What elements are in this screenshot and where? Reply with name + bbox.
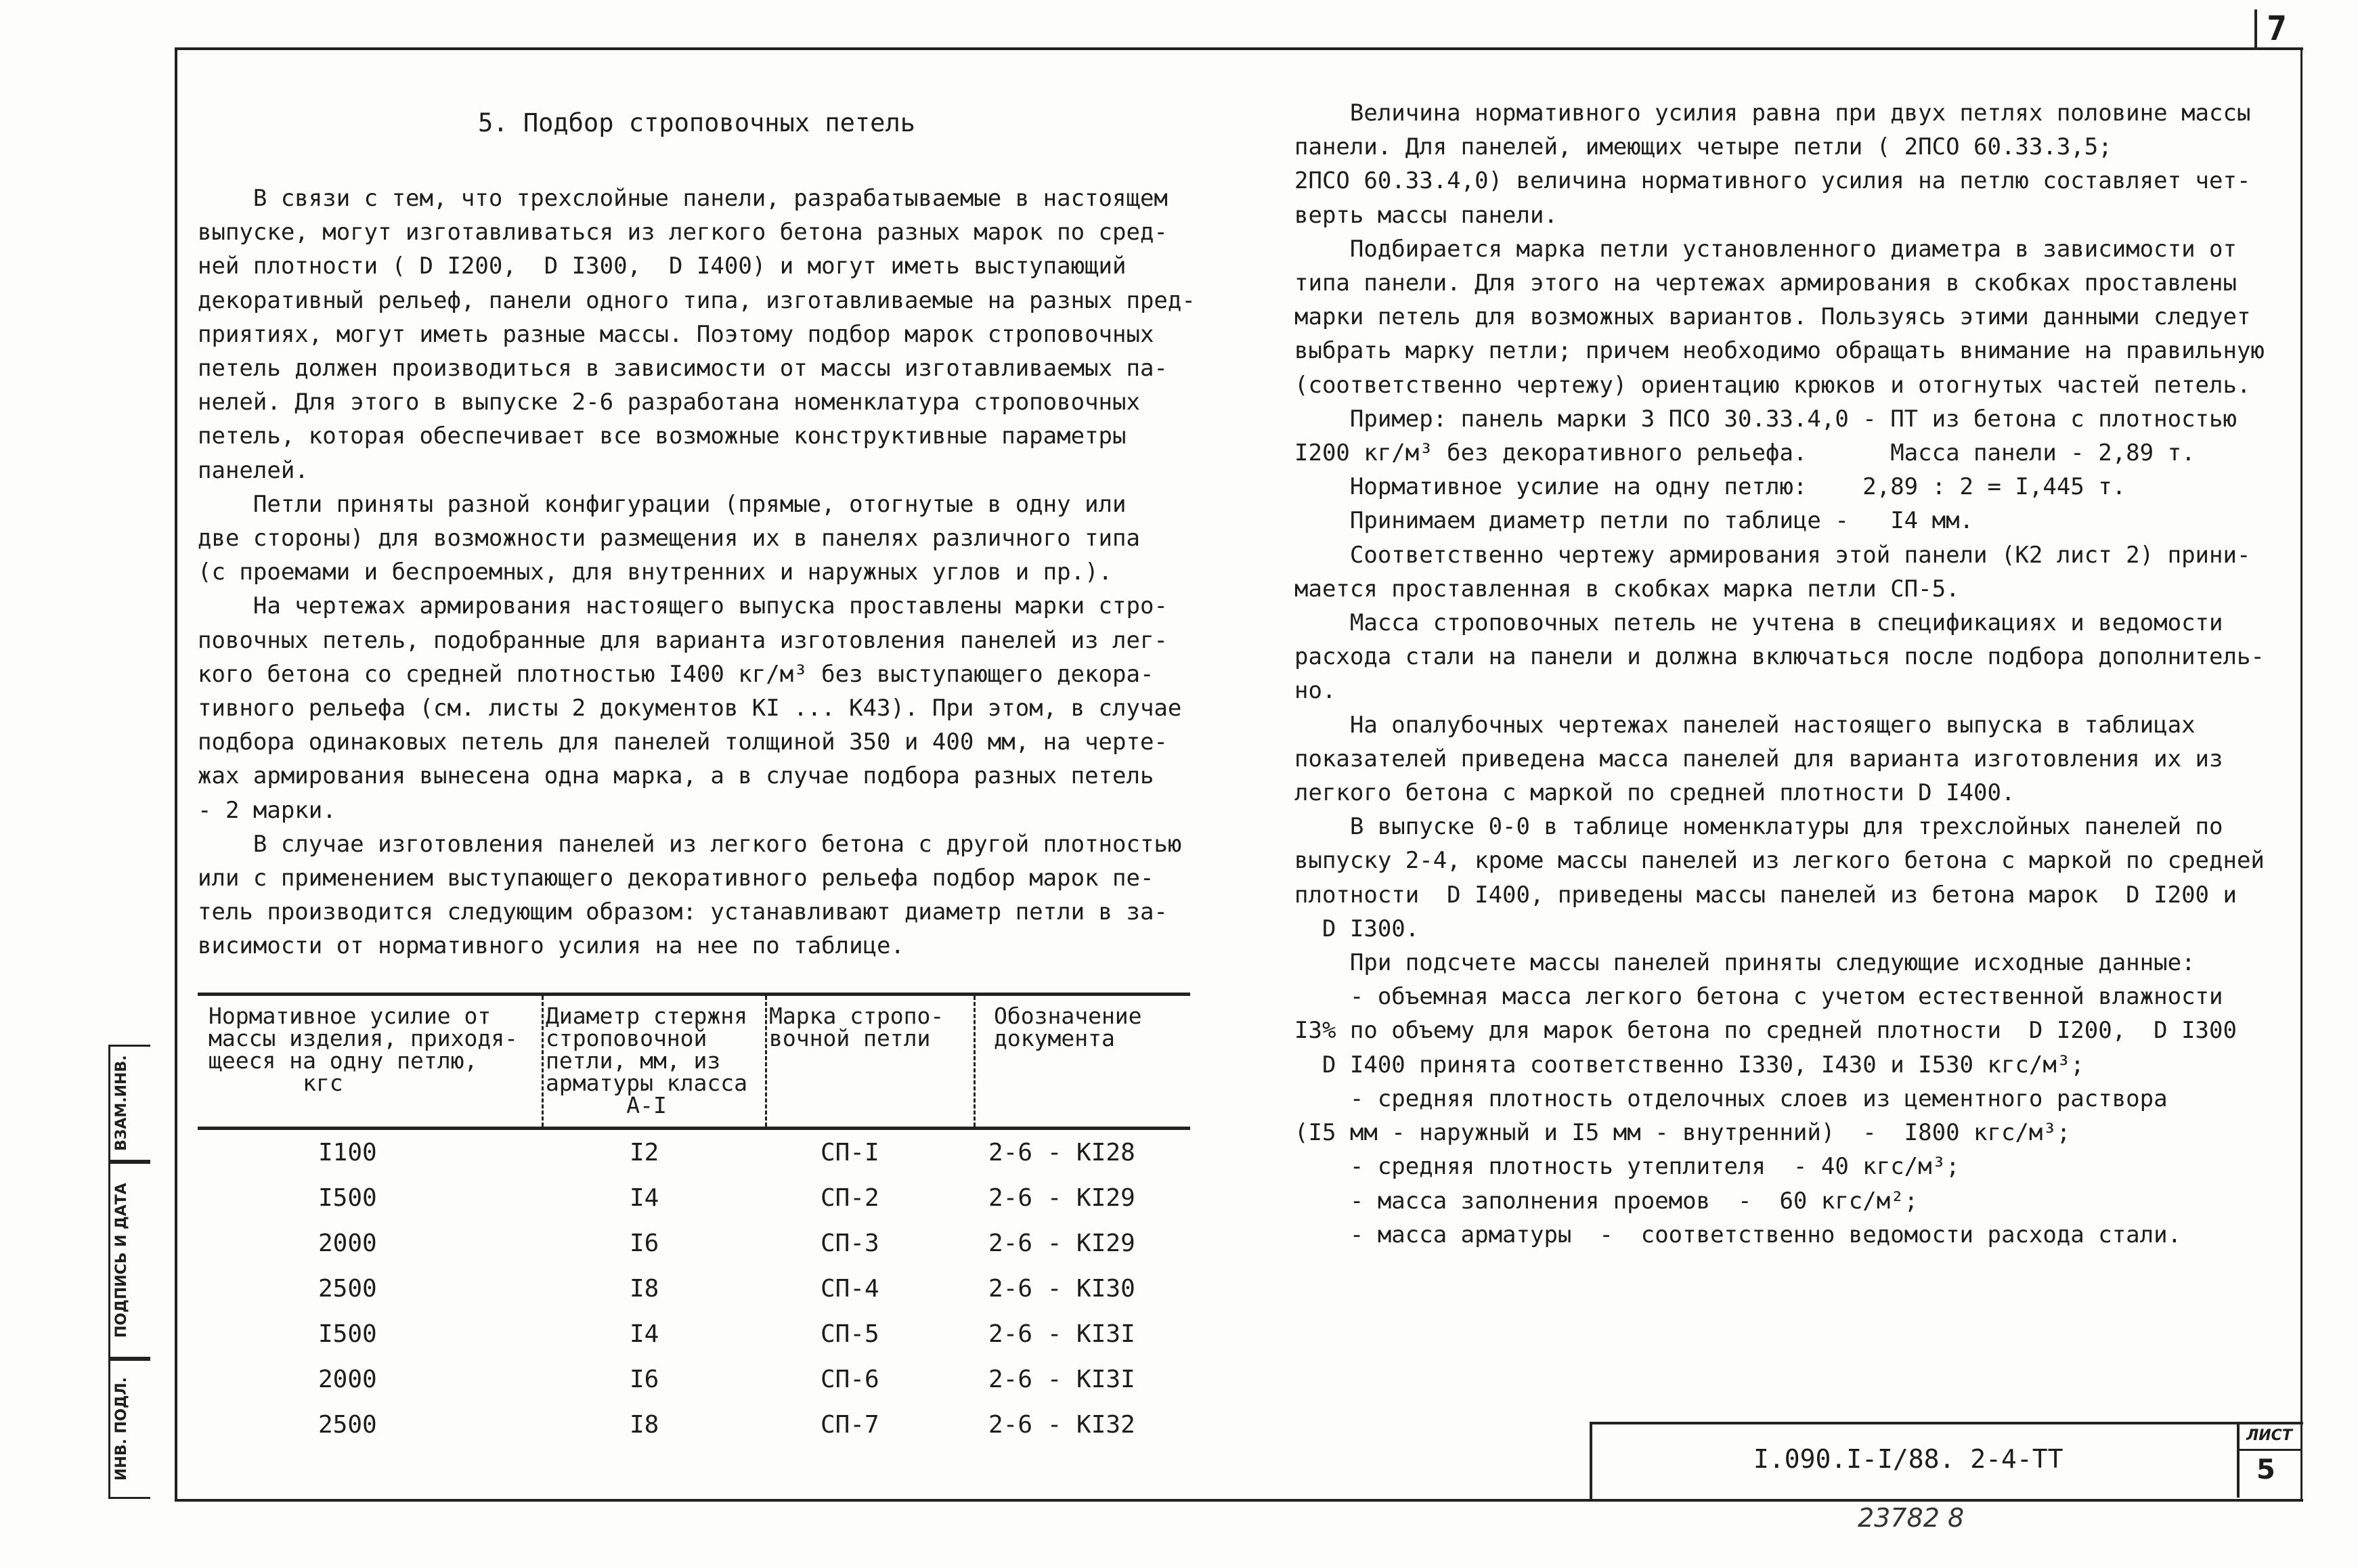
right-text-line: - масса арматуры - соответственно ведомости расхода стали. bbox=[1294, 1221, 2182, 1248]
right-text-line: но. bbox=[1294, 677, 1336, 705]
row-loop-mark: СП-6 bbox=[821, 1366, 879, 1393]
right-text-line: мается проставленная в скобках марка петли СП-5. bbox=[1294, 575, 1960, 603]
left-text-line: панелей. bbox=[198, 456, 309, 484]
top-page-number: 7 bbox=[2254, 9, 2309, 50]
right-text-line: 2ПСО 60.33.4,0) величина нормативного усилия на петлю составляет чет- bbox=[1294, 167, 2251, 195]
left-text-line: тивного рельефа (см. листы 2 документов KI ... K43). При этом, в случае bbox=[198, 695, 1182, 722]
table-header-rule bbox=[198, 1127, 1190, 1130]
row-load: 2500 bbox=[318, 1411, 377, 1439]
row-loop-mark: СП-5 bbox=[821, 1320, 879, 1348]
right-text-line: Принимаем диаметр петли по таблице - I4 мм. bbox=[1294, 507, 1974, 535]
row-diameter: I4 bbox=[630, 1320, 659, 1348]
right-text-line: На опалубочных чертежах панелей настоящего выпуска в таблицах bbox=[1294, 711, 2196, 739]
document-code: I.090.I-I/88. 2-4-ТТ bbox=[1753, 1444, 2064, 1474]
row-document: 2-6 - KI28 bbox=[988, 1139, 1135, 1167]
row-loop-mark: СП-I bbox=[821, 1139, 879, 1167]
right-text-line: Подбирается марка петли установленного диаметра в зависимости от bbox=[1294, 235, 2237, 263]
right-text-line: выпуску 2-4, кроме массы панелей из легкого бетона с маркой по средней bbox=[1294, 847, 2265, 875]
right-text-line: - средняя плотность утеплителя - 40 кгс/м³; bbox=[1294, 1153, 1960, 1181]
right-text-column bbox=[1294, 96, 2265, 1252]
table-col-divider bbox=[974, 996, 976, 1127]
row-diameter: I4 bbox=[630, 1184, 659, 1212]
left-text-column bbox=[198, 181, 1196, 963]
right-text-line: При подсчете массы панелей приняты следующие исходные данные: bbox=[1294, 949, 2196, 977]
row-document: 2-6 - KI3I bbox=[988, 1366, 1135, 1393]
right-text-line: I200 кг/м³ без декоративного рельефа. Масса панели - 2,89 т. bbox=[1294, 439, 2196, 467]
left-text-line: подбора одинаковых петель для панелей толщиной 350 и 400 мм, на черте- bbox=[198, 728, 1168, 756]
left-text-line: повочных петель, подобранные для варианта изготовления панелей из лег- bbox=[198, 626, 1168, 654]
right-text-line: легкого бетона с маркой по средней плотности D I400. bbox=[1294, 779, 2015, 807]
row-loop-mark: СП-2 bbox=[821, 1184, 879, 1212]
row-diameter: I8 bbox=[630, 1411, 659, 1439]
table-top-rule bbox=[198, 993, 1190, 996]
right-text-line: Масса строповочных петель не учтена в спецификациях и ведомости bbox=[1294, 609, 2223, 637]
left-text-line: кого бетона со средней плотностью I400 кг/м³ без выступающего декора- bbox=[198, 660, 1154, 688]
right-text-line: Величина нормативного усилия равна при двух петлях половине массы bbox=[1294, 100, 2251, 127]
left-text-line: На чертежах армирования настоящего выпуска проставлены марки стро- bbox=[198, 592, 1168, 620]
row-load: I500 bbox=[318, 1184, 377, 1212]
right-text-line: - средняя плотность отделочных слоев из цементного раствора bbox=[1294, 1085, 2168, 1112]
row-loop-mark: СП-4 bbox=[821, 1275, 879, 1303]
left-text-line: ней плотности ( D I200, D I300, D I400) и могут иметь выступающий bbox=[198, 253, 1127, 280]
left-text-line: В связи с тем, что трехслойные панели, разрабатываемые в настоящем bbox=[198, 185, 1168, 212]
left-text-line: нелей. Для этого в выпуске 2-6 разработана номенклатура строповочных bbox=[198, 389, 1140, 416]
sheet-label: ЛИСТ bbox=[2246, 1427, 2292, 1444]
row-document: 2-6 - KI30 bbox=[988, 1275, 1135, 1303]
left-text-line: В случае изготовления панелей из легкого бетона с другой плотностью bbox=[198, 830, 1182, 858]
right-text-line: марки петель для возможных вариантов. Пользуясь этими данными следует bbox=[1294, 303, 2251, 331]
row-loop-mark: СП-7 bbox=[821, 1411, 879, 1439]
left-text-line: (с проемами и беспроемных, для внутренних и наружных углов и пр.). bbox=[198, 559, 1113, 586]
left-text-line: декоративный рельеф, панели одного типа, изготавливаемые на разных пред- bbox=[198, 286, 1196, 314]
row-load: I100 bbox=[318, 1139, 377, 1167]
left-text-line: - 2 марки. bbox=[198, 796, 336, 824]
right-text-line: I3% по объему для марок бетона по средней плотности D I200, D I300 bbox=[1294, 1017, 2237, 1045]
left-text-line: приятиях, могут иметь разные массы. Поэтому подбор марок строповочных bbox=[198, 320, 1154, 348]
row-load: I500 bbox=[318, 1320, 377, 1348]
right-text-line: В выпуске 0-0 в таблице номенклатуры для трехслойных панелей по bbox=[1294, 813, 2223, 841]
right-text-line: показателей приведена масса панелей для варианта изготовления их из bbox=[1294, 745, 2223, 772]
row-loop-mark: СП-3 bbox=[821, 1229, 879, 1257]
left-text-line: две стороны) для возможности размещения их в панелях различного типа bbox=[198, 525, 1140, 552]
right-text-line: D I400 принята соответственно I330, I430 и I530 кгс/м³; bbox=[1294, 1051, 2084, 1079]
left-text-line: петель, которая обеспечивает все возможные конструктивные параметры bbox=[198, 422, 1127, 450]
table-col-divider bbox=[765, 996, 767, 1127]
section-title: 5. Подбор строповочных петель bbox=[478, 108, 916, 137]
side-label-original-inv: ИНВ. ПОДЛ. bbox=[113, 1377, 130, 1481]
row-document: 2-6 - KI3I bbox=[988, 1320, 1135, 1348]
table-header-loop-mark: Марка стропо- вочной петли bbox=[769, 1003, 944, 1051]
right-text-line: D I300. bbox=[1294, 915, 1420, 942]
left-text-line: выпуске, могут изготавливаться из легкого бетона разных марок по сред- bbox=[198, 219, 1168, 246]
right-text-line: панели. Для панелей, имеющих четыре петли ( 2ПСО 60.33.3,5; bbox=[1294, 133, 2112, 161]
row-document: 2-6 - KI32 bbox=[988, 1411, 1135, 1439]
right-text-line: типа панели. Для этого на чертежах армирования в скобках проставлены bbox=[1294, 269, 2237, 297]
right-text-line: (соответственно чертежу) ориентацию крюков и отогнутых частей петель. bbox=[1294, 371, 2251, 399]
row-load: 2500 bbox=[318, 1275, 377, 1303]
right-text-line: - масса заполнения проемов - 60 кгс/м²; bbox=[1294, 1187, 1919, 1215]
table-header-load: Нормативное усилие от массы изделия, приходя- щееся на одну петлю, кгс bbox=[209, 1003, 518, 1096]
right-text-line: Пример: панель марки 3 ПСО 30.33.4,0 - ПТ из бетона с плотностью bbox=[1294, 405, 2237, 433]
right-text-line: Соответственно чертежу армирования этой панели (К2 лист 2) прини- bbox=[1294, 541, 2251, 569]
table-col-divider bbox=[542, 996, 544, 1127]
right-text-line: выбрать марку петли; причем необходимо обращать внимание на правильную bbox=[1294, 337, 2265, 365]
sheet-number: 5 bbox=[2256, 1454, 2275, 1485]
right-text-line: - объемная масса легкого бетона с учетом естественной влажности bbox=[1294, 983, 2223, 1011]
right-text-line: расхода стали на панели и должна включаться после подбора дополнитель- bbox=[1294, 643, 2265, 671]
page-frame-right bbox=[2300, 47, 2302, 1499]
right-text-line: (I5 мм - наружный и I5 мм - внутренний) - I800 кгс/м³; bbox=[1294, 1119, 2071, 1147]
side-label-signature-date: ПОДПИСЬ И ДАТА bbox=[113, 1183, 130, 1338]
row-diameter: I2 bbox=[630, 1139, 659, 1167]
table-header-document: Обозначение документа bbox=[994, 1003, 1142, 1051]
row-load: 2000 bbox=[318, 1366, 377, 1393]
row-document: 2-6 - KI29 bbox=[988, 1229, 1135, 1257]
row-document: 2-6 - KI29 bbox=[988, 1184, 1135, 1212]
right-text-line: Нормативное усилие на одну петлю: 2,89 : 2 = I,445 т. bbox=[1294, 473, 2126, 501]
left-text-line: или с применением выступающего декоративного рельефа подбор марок пе- bbox=[198, 865, 1154, 892]
left-text-line: петель должен производиться в зависимости от массы изготавливаемых па- bbox=[198, 355, 1168, 383]
side-label-replacement-inv: ВЗАМ.ИНВ. bbox=[113, 1055, 130, 1152]
left-text-line: Петли приняты разной конфигурации (прямые, отогнутые в одну или bbox=[198, 490, 1127, 518]
sheet-box-divider bbox=[2237, 1449, 2300, 1451]
right-text-line: плотности D I400, приведены массы панелей из бетона марок D I200 и bbox=[1294, 881, 2237, 909]
row-load: 2000 bbox=[318, 1229, 377, 1257]
left-text-line: тель производится следующим образом: устанавливают диаметр петли в за- bbox=[198, 898, 1168, 926]
right-text-line: верть массы панели. bbox=[1294, 201, 1558, 229]
handwritten-number: 23782 8 bbox=[1858, 1503, 1965, 1533]
left-text-line: жах армирования вынесена одна марка, а в случае подбора разных петель bbox=[198, 762, 1154, 790]
row-diameter: I6 bbox=[630, 1366, 659, 1393]
table-header-diameter: Диаметр стержня строповочной петли, мм, из арматуры класса А-I bbox=[546, 1003, 748, 1118]
row-diameter: I8 bbox=[630, 1275, 659, 1303]
left-text-line: висимости от нормативного усилия на нее по таблице. bbox=[198, 932, 904, 960]
row-diameter: I6 bbox=[630, 1229, 659, 1257]
